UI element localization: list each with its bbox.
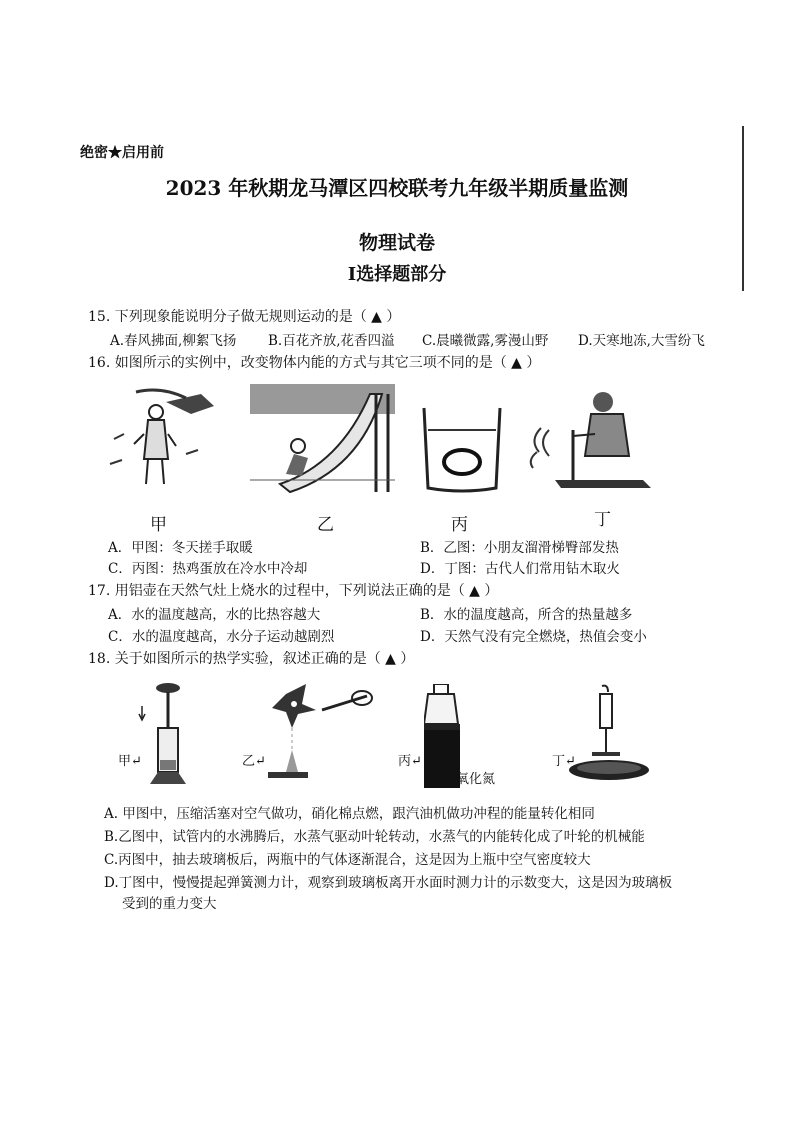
q16-figure-yi bbox=[250, 384, 395, 494]
q18-stem: 18. 关于如图所示的热学实验，叙述正确的是（ ▲ ） bbox=[88, 651, 415, 667]
q18-figure-ding bbox=[566, 684, 652, 788]
q18-figure-yi bbox=[262, 680, 382, 785]
q16-option-a: A．甲图：冬天搓手取暖 bbox=[108, 540, 253, 556]
confidential-mark: 绝密★启用前 bbox=[80, 145, 164, 161]
q17-option-b: B．水的温度越高，所含的热量越多 bbox=[420, 607, 633, 623]
q16-figure-bing bbox=[418, 404, 506, 494]
q16-caption-ding: 丁 bbox=[594, 510, 611, 530]
q18-option-d-continued: 受到的重力变大 bbox=[122, 896, 217, 912]
q18-option-d: D.丁图中，慢慢提起弹簧测力计，观察到玻璃板离开水面时测力计的示数变大，这是因为玻璃板 bbox=[104, 875, 673, 891]
q18-label-bing: 丙↵ bbox=[398, 754, 422, 769]
q16-caption-bing: 丙 bbox=[451, 515, 468, 535]
q18-figure-jia bbox=[138, 680, 198, 790]
q16-stem: 16. 如图所示的实例中，改变物体内能的方式与其它三项不同的是（ ▲ ） bbox=[88, 355, 541, 371]
q16-caption-yi: 乙 bbox=[317, 515, 334, 535]
q16-figure-jia bbox=[106, 384, 216, 494]
q16-figure-ding bbox=[525, 384, 655, 494]
subject-title: 物理试卷 bbox=[358, 232, 435, 254]
q15-option-a: A.春风拂面,柳絮飞扬 bbox=[110, 333, 237, 349]
q18-option-c: C.丙图中，抽去玻璃板后，两瓶中的气体逐渐混合，这是因为上瓶中空气密度较大 bbox=[104, 852, 591, 868]
q17-option-d: D．天然气没有完全燃烧，热值会变小 bbox=[420, 629, 647, 645]
q18-label-yi: 乙↵ bbox=[242, 754, 266, 769]
q16-option-c: C．丙图：热鸡蛋放在冷水中冷却 bbox=[108, 561, 308, 577]
q15-option-d: D.天寒地冻,大雪纷飞 bbox=[578, 333, 705, 349]
q18-option-b: B.乙图中，试管内的水沸腾后，水蒸气驱动叶轮转动，水蒸气的内能转化成了叶轮的机械能 bbox=[104, 829, 645, 845]
exam-title: 2023 年秋期龙马潭区四校联考九年级半期质量监测 bbox=[165, 176, 629, 200]
q16-option-b: B．乙图：小朋友溜滑梯臀部发热 bbox=[420, 540, 619, 556]
q16-option-d: D．丁图：古代人们常用钻木取火 bbox=[420, 561, 620, 577]
q17-option-c: C．水的温度越高，水分子运动越剧烈 bbox=[108, 629, 335, 645]
q18-label-jia: 甲↵ bbox=[118, 754, 142, 769]
q17-option-a: A．水的温度越高，水的比热容越大 bbox=[108, 607, 321, 623]
q15-option-c: C.晨曦微露,雾漫山野 bbox=[422, 333, 549, 349]
q15-option-b: B.百花齐放,花香四溢 bbox=[268, 333, 395, 349]
q17-stem: 17. 用铝壶在天然气灶上烧水的过程中，下列说法正确的是（ ▲ ） bbox=[88, 583, 499, 599]
q16-caption-jia: 甲 bbox=[150, 515, 167, 535]
q18-fig-text: 氧化氮 bbox=[456, 772, 496, 787]
q18-label-ding: 丁↵ bbox=[552, 754, 576, 769]
q15-stem: 15. 下列现象能说明分子做无规则运动的是（ ▲ ） bbox=[88, 309, 401, 325]
section-heading: Ⅰ选择题部分 bbox=[347, 264, 447, 285]
q18-option-a: A. 甲图中，压缩活塞对空气做功，硝化棉点燃，跟汽油机做功冲程的能量转化相同 bbox=[104, 806, 595, 822]
